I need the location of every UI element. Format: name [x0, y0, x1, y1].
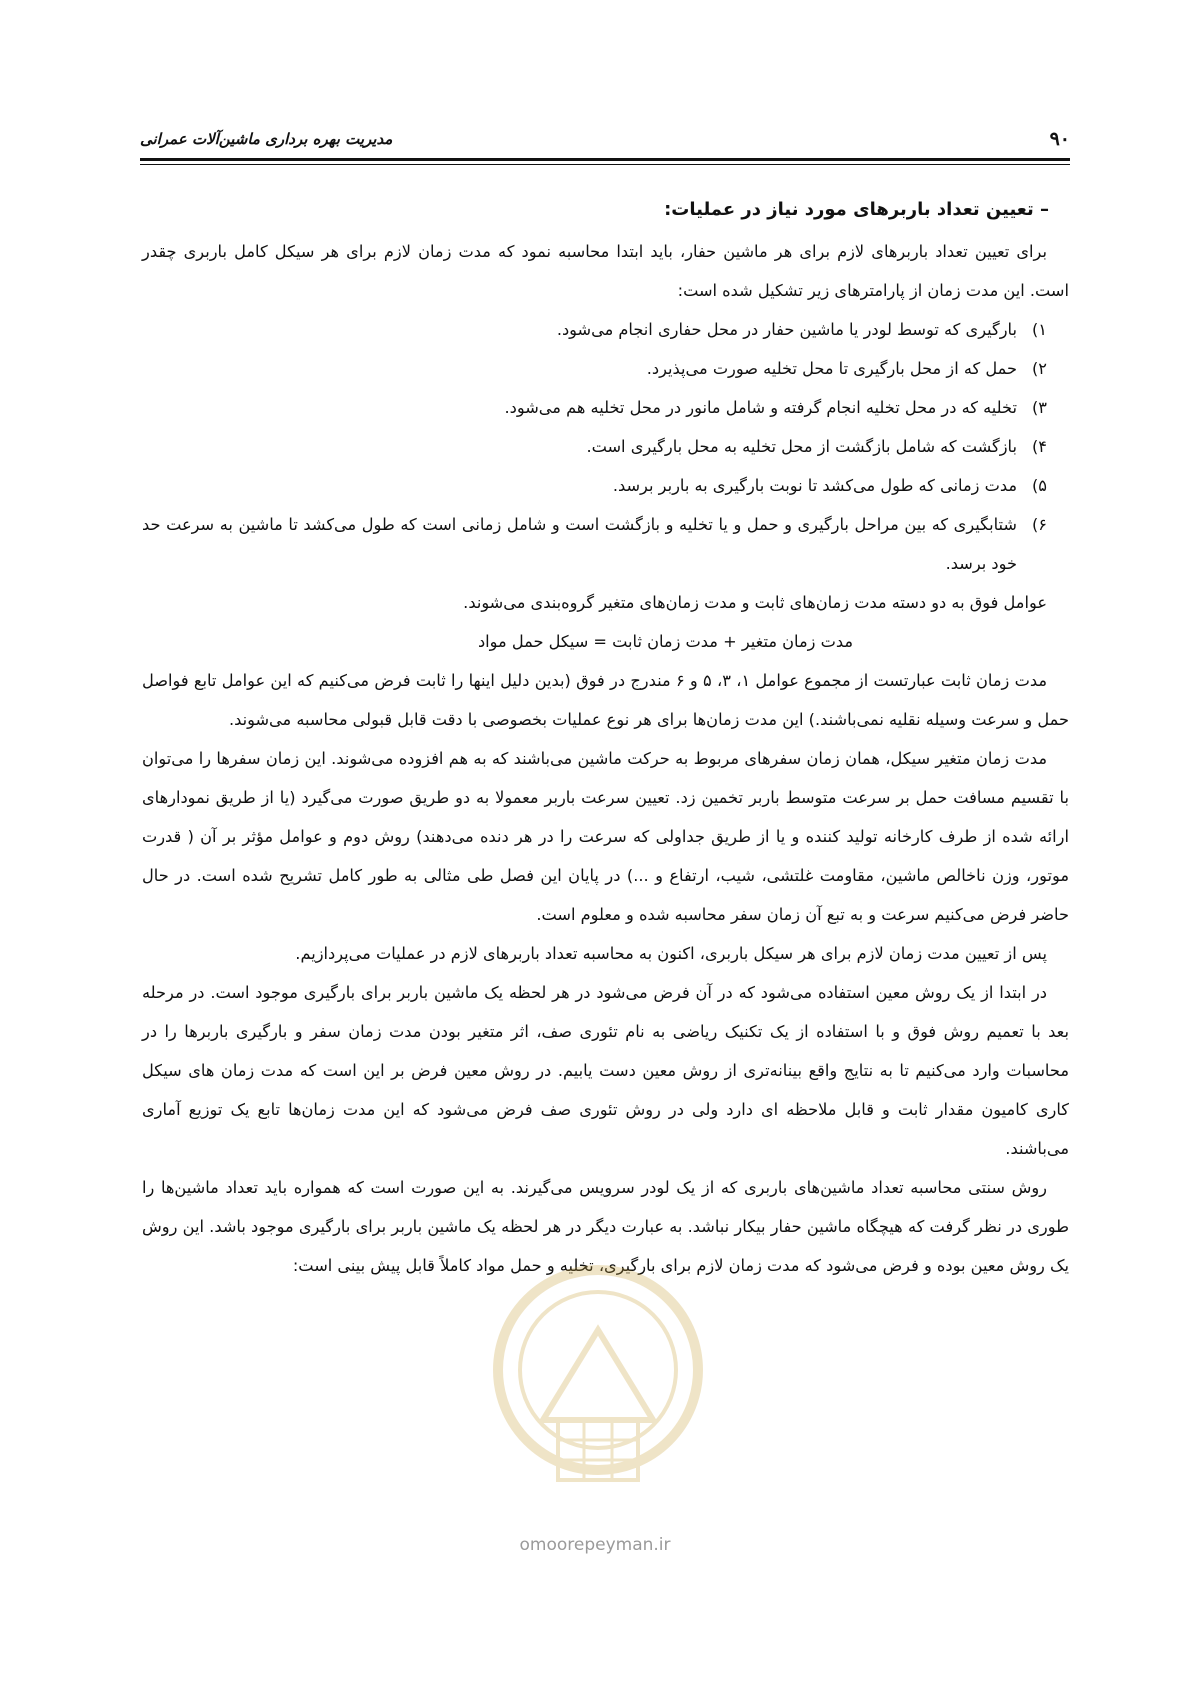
paragraph-transition: پس از تعیین مدت زمان لازم برای هر سیکل باربری، اکنون به محاسبه تعداد باربرهای لازم در عملیات می‌پردازیم. [295, 944, 1047, 963]
list-item-number: ۳) [1031, 398, 1047, 417]
list-item-number: ۵) [1031, 476, 1047, 495]
factor-list [142, 310, 1069, 583]
list-item [142, 427, 1069, 466]
intro-paragraph: برای تعیین تعداد باربرهای لازم برای هر ماشین حفار، باید ابتدا محاسبه نمود که مدت زمان لازم برای هر سیکل کامل باربری چقدر است. این مدت زمان از پارامترهای زیر تشکیل شده است: [142, 242, 1069, 300]
list-item-text: شتابگیری که بین مراحل بارگیری و حمل و یا تخلیه و بازگشت است و شامل زمانی است که طول می‌کشد تا ماشین به سرعت حد خود برسد. [142, 515, 1017, 573]
list-item [142, 466, 1069, 505]
list-item [142, 505, 1069, 583]
list-item-text: بارگیری که توسط لودر یا ماشین حفار در محل حفاری انجام می‌شود. [556, 320, 1017, 339]
paragraph-methods: در ابتدا از یک روش معین استفاده می‌شود که در آن فرض می‌شود در هر لحظه یک ماشین باربر برای بارگیری موجود است. در مرحله بعد با تعمیم روش فوق و با استفاده از یک تکنیک ریاضی به نام تئوری صف، اثر متغیر بودن مدت زمان سفر و بارگیری باربرها را در محاسبات وارد می‌کنیم تا به نتایج واقع بینانه‌تری از روش معین دست یابیم. در روش معین فرض بر این است که مدت زمان های سیکل کاری کامیون مقدار ثابت و قابل ملاحظه ای دارد ولی در روش تئوری صف فرض می‌شود که این مدت زمان‌ها تابع یک توزیع آماری می‌باشند. [142, 983, 1069, 1158]
list-item-number: ۲) [1031, 359, 1047, 378]
list-item-number: ۴) [1031, 437, 1047, 456]
list-item-text: مدت زمانی که طول می‌کشد تا نوبت بارگیری به باربر برسد. [612, 476, 1017, 495]
paragraph-variable-time: مدت زمان متغیر سیکل، همان زمان سفرهای مربوط به حرکت ماشین می‌باشند که به هم افزوده می‌شوند. این زمان سفرها را می‌توان با تقسیم مسافت حمل بر سرعت متوسط باربر تخمین زد. تعیین سرعت باربر معمولا به دو طریق صورت می‌گیرد (یا از طریق نمودارهای ارائه شده از طرف کارخانه تولید کننده و یا از طریق جداولی که سرعت را در هر دنده می‌دهند) روش دوم و عوامل مؤثر بر آن ( قدرت موتور، وزن ناخالص ماشین، مقاومت غلتشی، شیب، ارتفاع و ...) در پایان این فصل طی مثالی به طور کامل تشریح شده است. در حال حاضر فرض می‌کنیم سرعت و به تبع آن زمان سفر محاسبه شده و معلوم است. [142, 749, 1069, 924]
list-item-text: حمل که از محل بارگیری تا محل تخلیه صورت می‌پذیرد. [646, 359, 1017, 378]
list-item [142, 310, 1069, 349]
seal-logo-icon [488, 1260, 708, 1510]
list-item-number: ۶) [1031, 515, 1047, 534]
formula-line: مدت زمان متغیر + مدت زمان ثابت = سیکل حمل مواد [477, 632, 854, 651]
watermark-url: omoorepeyman.ir [519, 1535, 671, 1555]
list-item-text: تخلیه که در محل تخلیه انجام گرفته و شامل مانور در محل تخلیه هم می‌شود. [504, 398, 1017, 417]
section-heading: – تعیین تعداد باربرهای مورد نیاز در عملیات: [664, 199, 1049, 220]
list-item [142, 349, 1069, 388]
list-item-text: بازگشت که شامل بازگشت از محل تخلیه به محل بارگیری است. [586, 437, 1017, 456]
page-number: ۹۰ [1049, 128, 1070, 150]
header-rule-thin [140, 164, 1070, 165]
grouping-paragraph: عوامل فوق به دو دسته مدت زمان‌های ثابت و مدت زمان‌های متغیر گروه‌بندی می‌شوند. [463, 593, 1047, 612]
list-item-number: ۱) [1031, 320, 1047, 339]
body-text [142, 190, 1069, 1285]
page-header [140, 128, 1070, 156]
header-rule-thick [140, 158, 1070, 161]
running-title: مدیریت بهره برداری ماشین‌آلات عمرانی [140, 130, 393, 148]
paragraph-fixed-time: مدت زمان ثابت عبارتست از مجموع عوامل ۱، ۳، ۵ و ۶ مندرج در فوق (بدین دلیل اینها را ثابت فرض می‌کنیم که این عوامل تابع فواصل حمل و سرعت وسیله نقلیه نمی‌باشند.) این مدت زمان‌ها برای هر نوع عملیات بخصوصی با دقت قابل قبولی محاسبه می‌شوند. [142, 671, 1069, 729]
paragraph-traditional-method: روش سنتی محاسبه تعداد ماشین‌های باربری که از یک لودر سرویس می‌گیرند. به این صورت است که همواره باید تعداد ماشین‌ها را طوری در نظر گرفت که هیچگاه ماشین حفار بیکار نباشد. به عبارت دیگر در هر لحظه یک ماشین باربر برای بارگیری موجود باشد. این روش یک روش معین بوده و فرض می‌شود که مدت زمان لازم برای بارگیری، تخلیه و حمل مواد کاملاً قابل پیش بینی است: [142, 1178, 1069, 1275]
list-item [142, 388, 1069, 427]
